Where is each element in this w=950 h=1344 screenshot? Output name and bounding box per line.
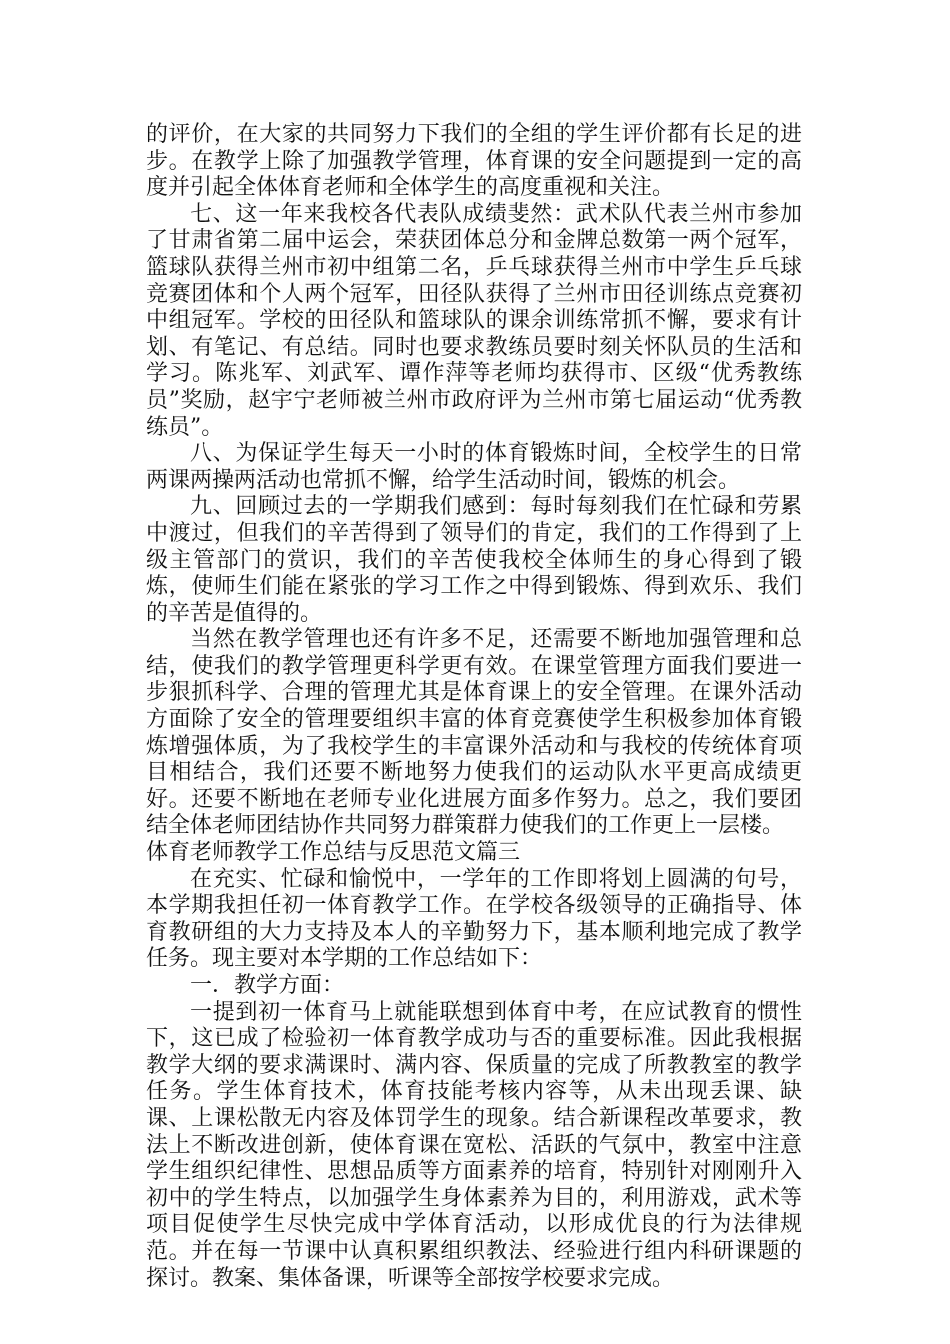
document-page (146, 122, 802, 1292)
paragraph-daily-exercise: 八、为保证学生每天一小时的体育锻炼时间，全校学生的日常两课两操两活动也常抓不懈，给学生活动时间，锻炼的机会。 (146, 441, 802, 493)
paragraph-continuation: 的评价，在大家的共同努力下我们的全组的学生评价都有长足的进步。在教学上除了加强教学管理，体育课的安全问题提到一定的高度并引起全体体育老师和全体学生的高度重视和关注。 (146, 122, 802, 201)
section-heading: 体育老师教学工作总结与反思范文篇三 (146, 840, 521, 866)
paragraph-intro: 在充实、忙碌和愉悦中，一学年的工作即将划上圆满的句号，本学期我担任初一体育教学工作。在学校各级领导的正确指导、体育教研组的大力支持及本人的辛勤努力下，基本顺利地完成了教学任务。现主要对本学期的工作总结如下： (146, 866, 802, 972)
paragraph-team-achievements: 七、这一年来我校各代表队成绩斐然：武术队代表兰州市参加了甘肃省第二届中运会，荣获团体总分和金牌总数第一两个冠军，篮球队获得兰州市初中组第二名，乒乓球获得兰州市中学生乒乓球竞赛团体和个人两个冠军，田径队获得了兰州市田径训练点竞赛初中组冠军。学校的田径队和篮球队的课余训练常抓不懈，要求有计划、有笔记、有总结。同时也要求教练员要时刻关怀队员的生活和学习。陈兆军、刘武军、谭作萍等老师均获得市、区级“优秀教练员”奖励，赵宇宁老师被兰州市政府评为兰州市第七届运动“优秀教练员”。 (146, 201, 802, 440)
subheading-teaching: 一．教学方面： (190, 973, 345, 998)
paragraph-review: 九、回顾过去的一学期我们感到：每时每刻我们在忙碌和劳累中渡过，但我们的辛苦得到了领导们的肯定，我们的工作得到了上级主管部门的赏识，我们的辛苦使我校全体师生的身心得到了锻炼，使师生们能在紧张的学习工作之中得到锻炼、得到欢乐、我们的辛苦是值得的。 (146, 494, 802, 626)
paragraph-shortcomings: 当然在教学管理也还有许多不足，还需要不断地加强管理和总结，使我们的教学管理更科学更有效。在课堂管理方面我们要进一步狠抓科学、合理的管理尤其是体育课上的安全管理。在课外活动方面除了安全的管理要组织丰富的体育竞赛使学生积极参加体育锻炼增强体质，为了我校学生的丰富课外活动和与我校的传统体育项目相结合，我们还要不断地努力使我们的运动队水平更高成绩更好。还要不断地在老师专业化进展方面多作努力。总之，我们要团结全体老师团结协作共同努力群策群力使我们的工作更上一层楼。 (146, 627, 802, 839)
paragraph-teaching: 一提到初一体育马上就能联想到体育中考，在应试教育的惯性下，这已成了检验初一体育教学成功与否的重要标准。因此我根据教学大纲的要求满课时、满内容、保质量的完成了所教教室的教学任务。学生体育技术，体育技能考核内容等，从未出现丢课、缺课、上课松散无内容及体罚学生的现象。结合新课程改革要求，教法上不断改进创新，使体育课在宽松、活跃的气氛中，教室中注意学生组织纪律性、思想品质等方面素养的培育，特别针对刚刚升入初中的学生特点，以加强学生身体素养为目的，利用游戏，武术等项目促使学生尽快完成中学体育活动，以形成优良的行为法律规范。并在每一节课中认真积累组织教法、经验进行组内科研课题的探讨。教案、集体备课，听课等全部按学校要求完成。 (146, 999, 802, 1291)
